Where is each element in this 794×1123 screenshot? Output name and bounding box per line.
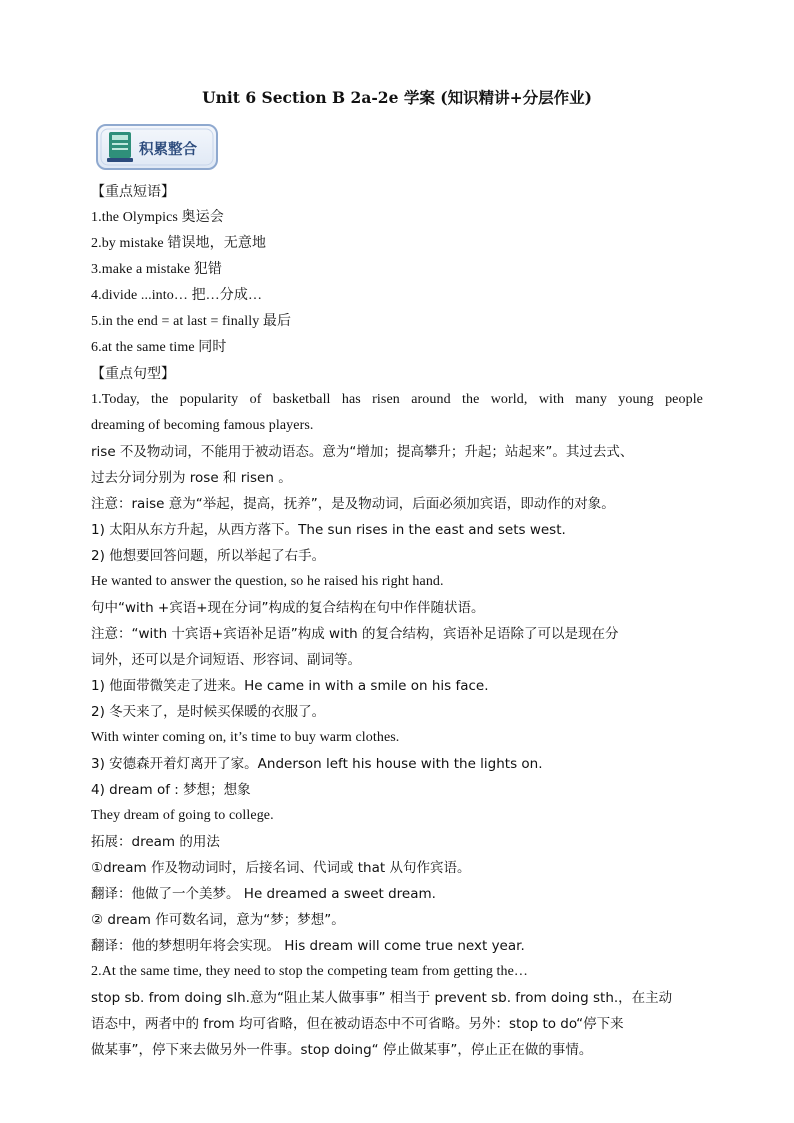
phrase-item: 3.make a mistake 犯错	[91, 262, 222, 277]
text-line: 2) 冬天来了，是时候买保暖的衣服了。	[91, 704, 326, 720]
phrase-item: 1.the Olympics 奥运会	[91, 210, 224, 225]
book-icon	[107, 132, 133, 162]
text-line: rise 不及物动词，不能用于被动语态。意为“增加；提高攀升；升起；站起来”。其过去式、	[91, 444, 634, 460]
section-heading: 【重点短语】	[91, 184, 175, 200]
badge-label: 积累整合	[139, 142, 197, 158]
text-line: 注意：“with 十宾语+宾语补足语”构成 with 的复合结构，宾语补足语除了可以是现在分	[91, 626, 619, 642]
text-line: 词外，还可以是介词短语、形容词、副词等。	[91, 652, 361, 668]
phrase-item: 6.at the same time 同时	[91, 340, 227, 355]
phrase-item: 2.by mistake 错误地，无意地	[91, 236, 267, 251]
phrase-item: 4.divide ...into… 把…分成…	[91, 288, 263, 303]
section-heading: 【重点句型】	[91, 366, 175, 382]
text-line: stop sb. from doing slh.意为“阻止某人做事事” 相当于 prevent sb. from doing sth.，在主动	[91, 990, 673, 1006]
text-line: 2) 他想要回答问题，所以举起了右手。	[91, 548, 326, 564]
text-line: 1) 他面带微笑走了进来。He came in with a smile on his face.	[91, 678, 489, 694]
text-line: 拓展：dream 的用法	[91, 834, 220, 850]
text-line: They dream of going to college.	[91, 808, 274, 823]
text-line: 翻译：他做了一个美梦。 He dreamed a sweet dream.	[91, 886, 436, 902]
page-title: Unit 6 Section B 2a-2e 学案 (知识精讲+分层作业)	[202, 88, 592, 107]
text-line: 3) 安德森开着灯离开了家。Anderson left his house with the lights on.	[91, 756, 543, 772]
text-line: ①dream 作及物动词时，后接名词、代词或 that 从句作宾语。	[91, 860, 471, 876]
text-line: 1) 太阳从东方升起，从西方落下。The sun rises in the east and sets west.	[91, 522, 566, 538]
text-line: 过去分词分别为 rose 和 risen 。	[91, 470, 292, 486]
section-badge	[95, 122, 219, 172]
text-line: 句中“with +宾语+现在分词”构成的复合结构在句中作伴随状语。	[91, 600, 485, 616]
text-line: 1.Today, the popularity of basketball has risen around the world, with many young people	[91, 392, 703, 407]
text-line: 语态中，两者中的 from 均可省略，但在被动语态中不可省略。另外：stop to do“停下来	[91, 1016, 624, 1032]
text-line: 2.At the same time, they need to stop the competing team from getting the…	[91, 964, 529, 979]
text-line: 翻译：他的梦想明年将会实现。 His dream will come true next year.	[91, 938, 525, 954]
text-line: 4) dream of : 梦想；想象	[91, 782, 251, 798]
text-line: ② dream 作可数名词，意为“梦；梦想”。	[91, 912, 345, 928]
text-line: 注意：raise 意为“举起，提高，抚养”，是及物动词，后面必须加宾语，即动作的对象。	[91, 496, 615, 512]
text-line: With winter coming on, it’s time to buy warm clothes.	[91, 730, 400, 745]
text-line: He wanted to answer the question, so he raised his right hand.	[91, 574, 444, 589]
phrase-item: 5.in the end = at last = finally 最后	[91, 314, 292, 329]
text-line: dreaming of becoming famous players.	[91, 418, 314, 433]
text-line: 做某事”，停下来去做另外一件事。stop doing“ 停止做某事”，停止正在做的事情。	[91, 1042, 593, 1058]
